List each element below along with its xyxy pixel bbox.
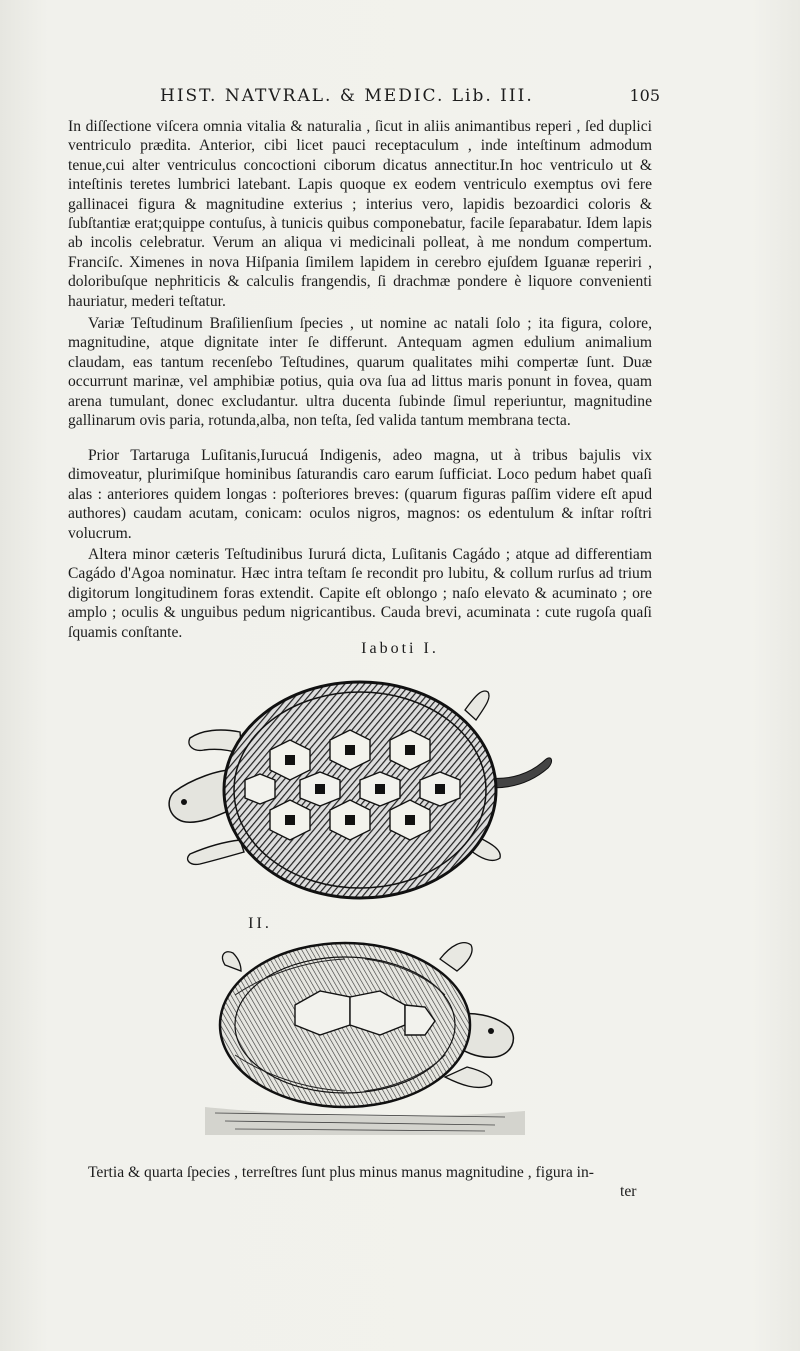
figure-caption-2: II. (248, 915, 272, 932)
turtle-illustration-2 (205, 935, 535, 1140)
running-header (160, 86, 660, 110)
page-number: 105 (629, 86, 660, 105)
turtle-illustration-1 (160, 670, 560, 910)
paragraph-text: Altera minor cæteris Teſtudinibus Iururá dicta, Luſitanis Cagádo ; atque ad differentiam Cagádo d'Agoa nominatur. Hæc intra teſtam ſe recondit pro lubitu, & collum rurſus ad trium digitorum longitudinem foras extendit. Capite eſt oblongo ; naſo elevato & acuminato ; ore amplo ; oculis & unguibus pedum nigricantibus. Cauda brevi, acuminata : cute rugoſa quaſi ſquamis conſtante. (68, 546, 652, 641)
paragraph-text: Prior Tartaruga Luſitanis,Iurucuá Indigenis, adeo magna, ut à tribus bajulis vix dimoveatur, plurimiſque hominibus ſaturandis caro earum ſufficiat. Loco pedum habet quaſi alas : anteriores quidem longas : poſteriores breves: (quarum figuras paſſim videre eſt apud authores) caudam acutam, conicam: oculos nigros, magnos: os edentulum & inſtar roſtri volucrum. (68, 447, 652, 542)
catchword: ter (620, 1183, 637, 1200)
paragraph-text: Variæ Teſtudinum Braſilienſium ſpecies , ut nomine ac natali ſolo ; ita figura, colore, magnitudine, atque dignitate inter ſe differunt. Antequam agmen edulium animalium claudam, eas tantum recenſebo Teſtudines, quarum qualitates mihi compertæ ſunt. Duæ occurrunt marinæ, vel amphibiæ potius, quia ova ſua ad littus maris ponunt in fovea, quam arena tumulant, donec excludantur. ultra ducenta ſubinde ſimul reperiuntur, magnitudine gallinarum ovis paria, rotunda,alba, non teſta, ſed valida tantum membrana tecta. (68, 315, 652, 430)
paragraph-text: In diſſectione viſcera omnia vitalia & naturalia , ſicut in aliis animantibus reperi , ſed duplici ventriculo prædita. Anterior, cibi licet pauci receptaculum , inde inteſtinum admodum tenue,cui alter ventriculus concoctioni ciborum dicatus annectitur.In hoc ventriculo ut & inteſtinis teretes lumbrici latebant. Lapis quoque ex eodem ventriculo exemptus ovi fere gallinacei figura & magnitudine exterius ; interius vero, lapidis bezoardici coloris & ſubſtantiæ erat;quippe contuſus, à tunicis quibus componebatur, facile ſeparabatur. Idem lapis ab incolis celebratur. Verum an aliqua vi medicinali polleat, à me nondum compertum. Franciſc. Ximenes in nova Hiſpania ſimilem lapidem in cerebro ejuſdem Iguanæ reperiri , doloribuſque nephriticis & calculis frangendis, ſi drachmæ pondere è liquore convenienti hauriatur, mederi teſtatur. (68, 118, 652, 310)
running-title: HIST. NATVRAL. & MEDIC. Lib. III. (160, 86, 534, 106)
paragraph-turtle-species (68, 314, 652, 430)
paragraph-iurura (68, 545, 652, 642)
paragraph-tartaruga (68, 446, 652, 543)
paragraph-dissection (68, 117, 652, 311)
figure-caption-1: Iaboti I. (361, 640, 439, 657)
final-line: Tertia & quarta ſpecies , terreſtres ſunt plus minus manus magnitudine , figura in- (88, 1164, 595, 1181)
